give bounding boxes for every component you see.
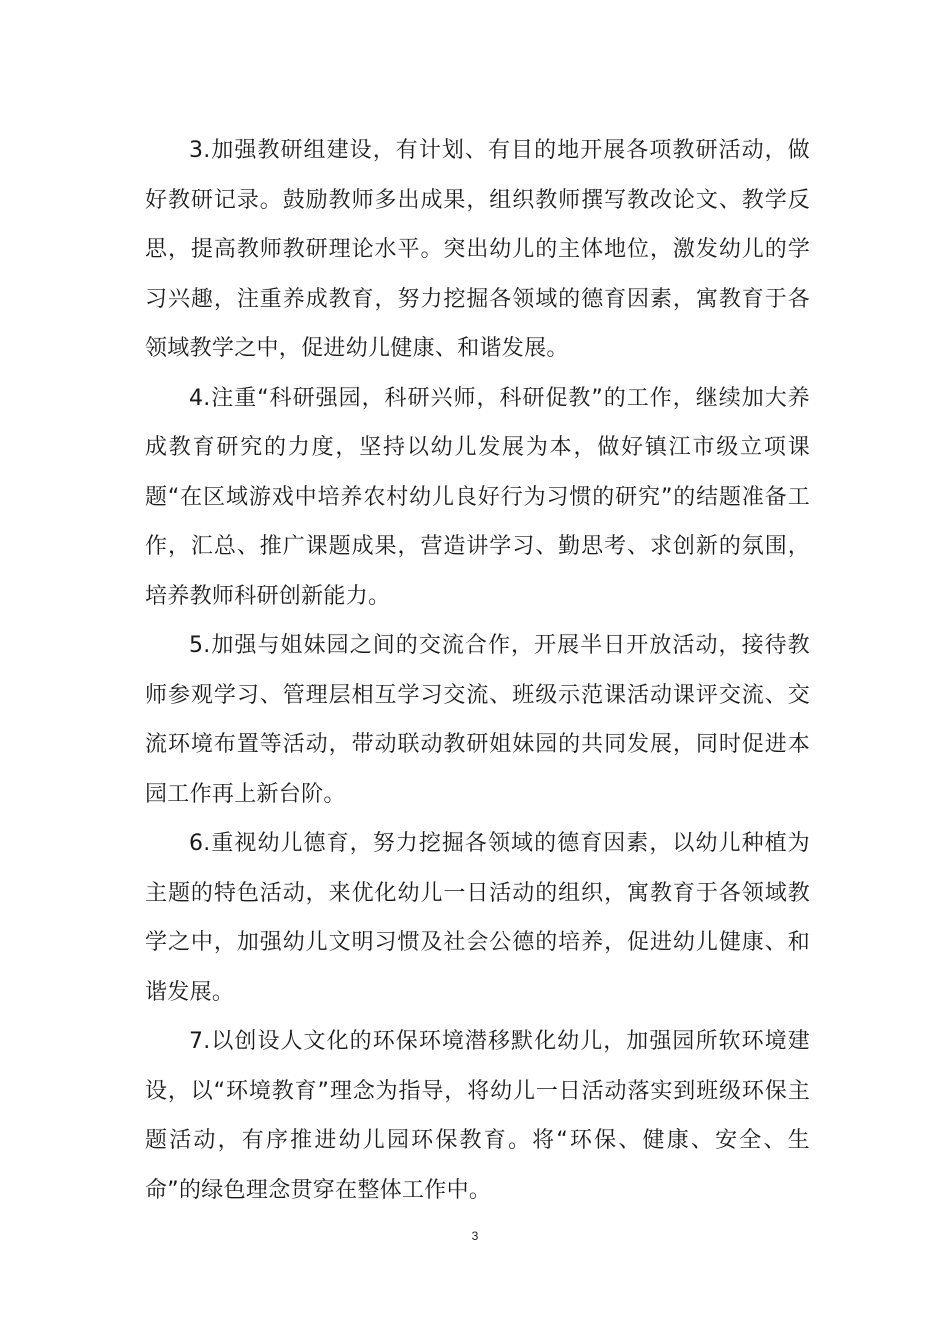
page-number: 3 (471, 1229, 479, 1243)
paragraph-6: 6.重视幼儿德育，努力挖掘各领域的德育因素，以幼儿种植为主题的特色活动，来优化幼儿一日活动的组织，寓教育于各领域教学之中，加强幼儿文明习惯及社会公德的培养，促进幼儿健康、和谐发展。 (145, 831, 810, 1005)
document-body (145, 126, 810, 1215)
paragraph-4: 4.注重“科研强园，科研兴师，科研促教”的工作，继续加大养成教育研究的力度，坚持以幼儿发展为本，做好镇江市级立项课题“在区域游戏中培养农村幼儿良好行为习惯的研究”的结题准备工作，汇总、推广课题成果，营造讲学习、勤思考、求创新的氛围，培养教师科研创新能力。 (145, 385, 810, 609)
paragraph-3: 3.加强教研组建设，有计划、有目的地开展各项教研活动，做好教研记录。鼓励教师多出成果，组织教师撰写教改论文、教学反思，提高教师教研理论水平。突出幼儿的主体地位，激发幼儿的学习兴趣，注重养成教育，努力挖掘各领域的德育因素，寓教育于各领域教学之中，促进幼儿健康、和谐发展。 (145, 138, 810, 361)
paragraph-7: 7.以创设人文化的环保环境潜移默化幼儿，加强园所软环境建设，以“环境教育”理念为指导，将幼儿一日活动落实到班级环保主题活动，有序推进幼儿园环保教育。将“环保、健康、安全、生命”的绿色理念贯穿在整体工作中。 (145, 1029, 810, 1203)
paragraph-5: 5.加强与姐妹园之间的交流合作，开展半日开放活动，接待教师参观学习、管理层相互学习交流、班级示范课活动课评交流、交流环境布置等活动，带动联动教研姐妹园的共同发展，同时促进本园工作再上新台阶。 (145, 633, 810, 807)
